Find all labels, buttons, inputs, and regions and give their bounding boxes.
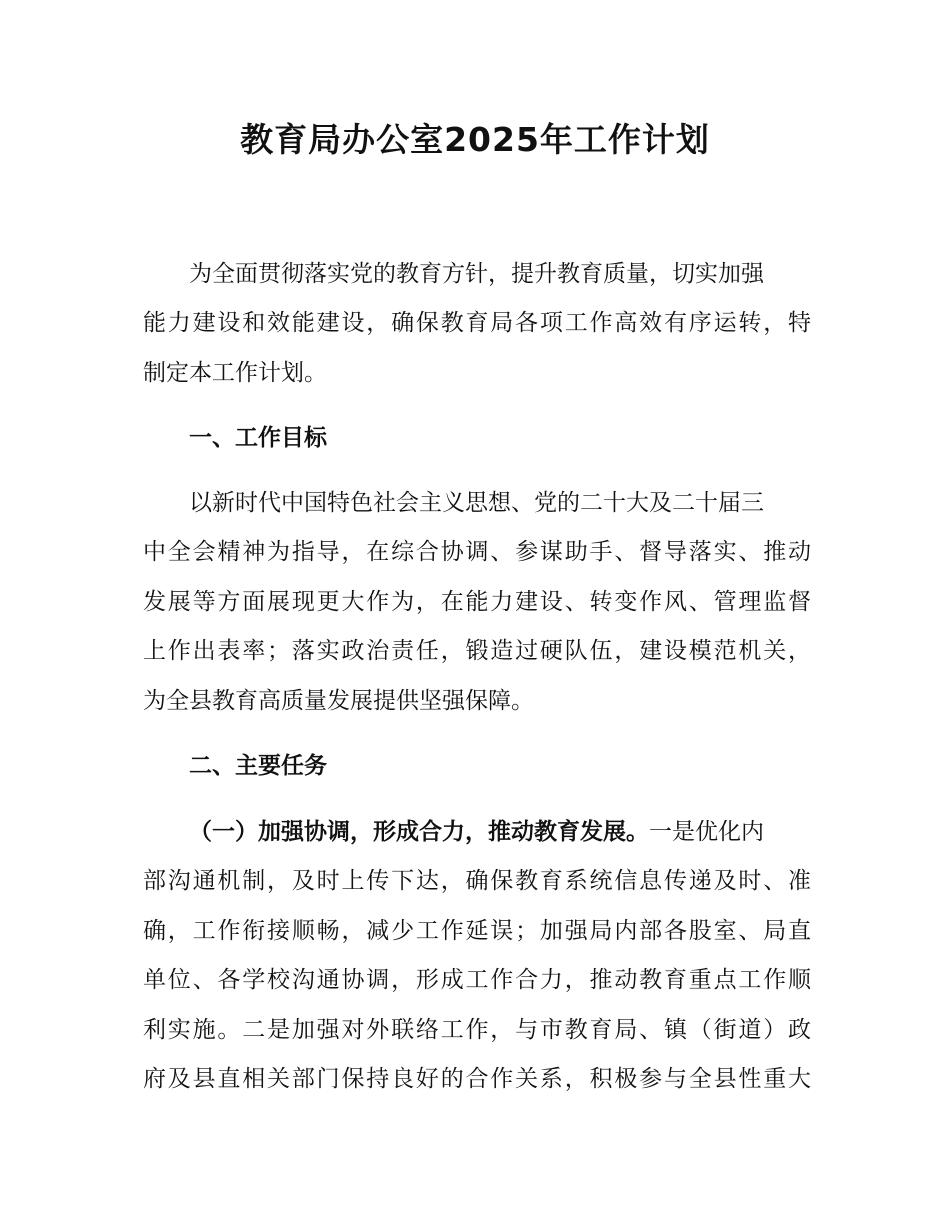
intro-line-3: 制定本工作计划。: [143, 360, 327, 386]
section-1-heading: 一、工作目标: [189, 425, 327, 451]
section-2-sub-1-line: [143, 815, 811, 849]
section-2-heading: 二、主要任务: [189, 753, 327, 779]
intro-line-2: 能力建设和效能建设，确保教育局各项工作高效有序运转，特: [143, 310, 811, 336]
section-1-line-1: 以新时代中国特色社会主义思想、党的二十大及二十届三: [189, 490, 764, 516]
subsection-1-heading: （一）加强协调，形成合力，推动教育发展。: [189, 819, 649, 845]
section-1-line-5: 为全县教育高质量发展提供坚强保障。: [143, 688, 534, 714]
section-1-line-2: 中全会精神为指导，在综合协调、参谋助手、督导落实、推动: [143, 539, 811, 565]
section-2-line-5: 府及县直相关部门保持良好的合作关系，积极参与全县性重大: [143, 1066, 811, 1092]
section-1-line-3: 发展等方面展现更大作为，在能力建设、转变作风、管理监督: [143, 589, 811, 615]
section-2-line-3: 单位、各学校沟通协调，形成工作合力，推动教育重点工作顺: [143, 967, 811, 993]
section-1-line-4: 上作出表率；落实政治责任，锻造过硬队伍，建设模范机关，: [143, 638, 811, 664]
section-2-line-2: 确，工作衔接顺畅，减少工作延误；加强局内部各股室、局直: [143, 918, 811, 944]
subsection-1-first-tail: 一是优化内: [649, 819, 764, 845]
section-2-line-1: 部沟通机制，及时上传下达，确保教育系统信息传递及时、准: [143, 868, 811, 894]
document-title: 教育局办公室2025年工作计划: [240, 120, 710, 159]
section-2-line-4: 利实施。二是加强对外联络工作，与市教育局、镇（街道）政: [143, 1017, 811, 1043]
intro-line-1: 为全面贯彻落实党的教育方针，提升教育质量，切实加强: [189, 261, 764, 287]
